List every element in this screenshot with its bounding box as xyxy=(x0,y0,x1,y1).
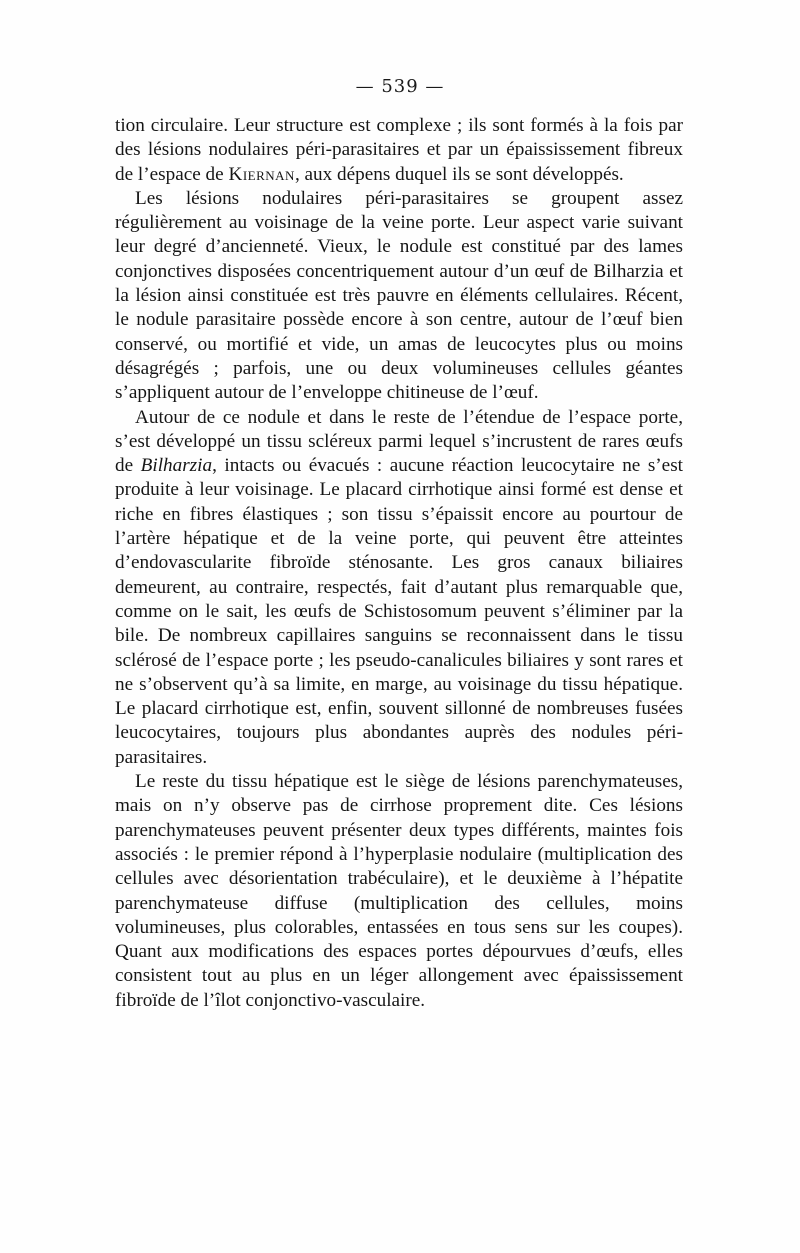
text-run: Le reste du tissu hépatique est le siège de lésions parenchymateuses, mais on n’y observe pas de cirrhose proprement dite. Ces lésions parenchymateuses peuvent présenter deux types différents, maintes fois associés : le premier répond à l’hyperplasie nodulaire (multiplication des cellules avec désorientation trabéculaire), et le deuxième à l’hépatite parenchymateuse diffuse (multiplication des cellules, moins volumineuses, plus colorables, entassées en tous sens sur les coupes). Quant aux modifications des espaces portes dépourvues d’œufs, elles consistent tout au plus en un léger allongement avec épaississement fibroïde de l’îlot conjonctivo-vasculaire. xyxy=(115,771,683,1011)
text-run: , aux dépens duquel ils se sont développés. xyxy=(294,163,624,185)
body-text xyxy=(115,114,683,1013)
text-run: Autour de ce nodule et dans le reste de l’étendue de l’espace porte, s’est développé un tissu scléreux parmi lequel s’incrustent de rares œufs de xyxy=(115,406,683,477)
italic-term: Bilharzia xyxy=(140,455,213,477)
paragraph xyxy=(115,114,683,187)
text-run: , intacts ou évacués : aucune réaction leucocytaire ne s’est produite à leur voisinage. Le placard cirrhotique ainsi formé est dense et riche en fibres élastiques ; son tissu s’épaissit encore au pourtour de l’artère hépatique et de la veine porte, qui peuvent être atteintes d’endovascularite fibroïde sténosante. Les gros canaux biliaires demeurent, au contraire, respectés, fait d’autant plus remarquable que, comme on le sait, les œufs de Schistosomum peuvent s’éliminer par la bile. De nombreux capillaires sanguins se reconnaissent dans le tissu sclérosé de l’espace porte ; les pseudo-canalicules biliaires y sont rares et ne s’observent qu’à sa limite, en marge, au voisinage du tissu hépatique. Le placard cirrhotique est, enfin, souvent sillonné de nombreuses fusées leucocytaires, toujours plus abondantes auprès des nodules péri-parasitaires. xyxy=(115,455,683,768)
text-run: tion circulaire. Leur structure est complexe ; ils sont formés à la fois par des lésions nodulaires péri-parasitaires et par un épaississement fibreux de l’espace de xyxy=(115,115,683,185)
page-number: — 539 — xyxy=(355,76,445,97)
paragraph xyxy=(115,406,683,770)
paragraph xyxy=(115,770,683,1013)
paragraph xyxy=(115,187,683,406)
author-name: Kiernan xyxy=(228,163,295,185)
text-run: Les lésions nodulaires péri-parasitaires se groupent assez régulièrement au voisinage de la veine porte. Leur aspect varie suivant leur degré d’ancienneté. Vieux, le nodule est constitué par des lames conjonctives disposées concentriquement autour d’un œuf de Bilharzia et la lésion ainsi constituée est très pauvre en éléments cellulaires. Récent, le nodule parasitaire possède encore à son centre, autour de l’œuf bien conservé, ou mortifié et vide, un amas de leucocytes plus ou moins désagrégés ; parfois, une ou deux volumineuses cellules géantes s’appliquent autour de l’enveloppe chitineuse de l’œuf. xyxy=(115,187,683,404)
